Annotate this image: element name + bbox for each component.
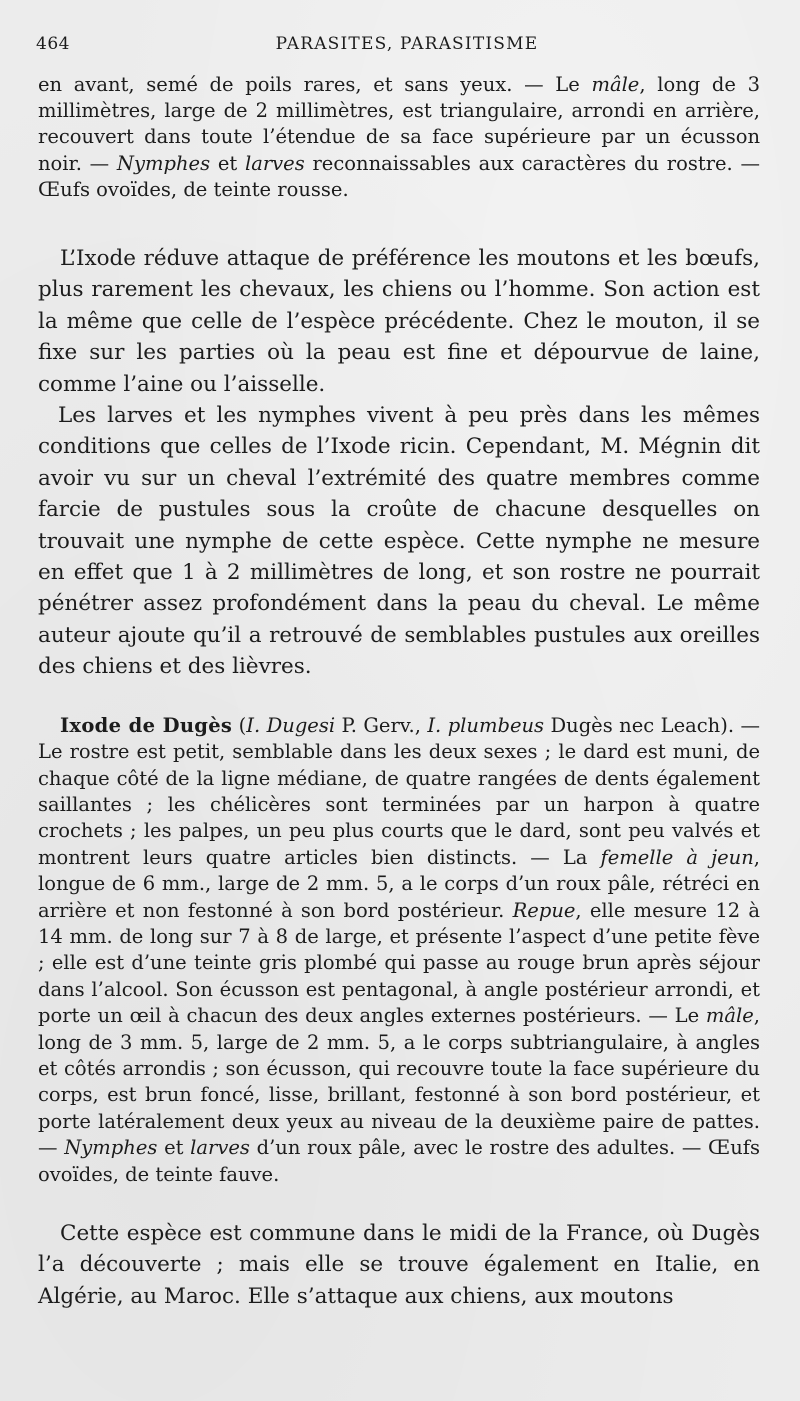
italic-term: Nymphes	[116, 151, 211, 175]
text-run: reconnaissables aux caractères du rostre. — Œufs ovoïdes, de teinte rousse.	[38, 151, 761, 201]
paragraph-larvae: Les larves et les nymphes vivent à peu près dans les mêmes conditions que celles de l’Ixode ricin. Cependant, M. Mégnin dit avoir vu sur un cheval l’extrémité des quatre membres comme farcie de pustules sous la croûte de chacune desquelles on trouvait une nymphe de cette espèce. Cette nymphe ne mesure en effet que 1 à 2 millimètres de long, et son rostre ne pourrait pénétrer assez profondément dans la peau du cheval. Le même auteur ajoute qu’il a retrouvé de semblables pustules aux oreilles des chiens et des lièvres.	[38, 403, 760, 680]
italic-term: larves	[244, 151, 305, 175]
discussion-section	[38, 243, 760, 683]
paragraph-distribution: Cette espèce est commune dans le midi de la France, où Dugès l’a découverte ; mais elle se trouve également en Italie, en Algérie, au Maroc. Elle s’attaque aux chiens, aux moutons	[38, 1221, 760, 1309]
distribution-section	[38, 1218, 760, 1312]
text-run: , longue de 6 mm., large de 2 mm. 5, a le corps d’un roux pâle, rétréci en arrière et non festonné à son bord postérieur.	[38, 845, 760, 922]
text-run: et	[157, 1136, 191, 1160]
text-run: Dugès nec Leach). — Le rostre est petit, semblable dans les deux sexes ; le dard est muni, de chaque côté de la ligne médiane, de quatre rangées de dents également saillantes ; les chélicères sont terminées par un harpon à quatre crochets ; les palpes, un peu plus courts que le dard, sont peu valvés et montrent leurs quatre articles bien distincts. — La	[38, 713, 760, 869]
italic-term: mâle	[705, 1004, 754, 1028]
page-header	[36, 34, 766, 60]
description-continuation	[38, 72, 760, 203]
species-description	[38, 713, 760, 1188]
text-run: , long de 3 millimètres, large de 2 millimètres, est triangulaire, arrondi en arrière, recouvert dans toute l’étendue de sa face supérieure par un écusson noir. —	[38, 73, 760, 175]
species-heading: Ixode de Dugès	[60, 713, 233, 737]
italic-term: I. plumbeus	[427, 713, 545, 737]
page-body	[38, 72, 760, 1312]
italic-term: I. Dugesi	[246, 713, 336, 737]
text-run: et	[210, 151, 245, 175]
italic-term: mâle	[591, 73, 640, 96]
italic-term: femelle à jeun	[600, 845, 754, 869]
text-run: (	[232, 713, 247, 737]
italic-term: Repue	[512, 898, 576, 922]
text-run: , long de 3 mm. 5, large de 2 mm. 5, a le corps subtriangulaire, à angles et côtés arrondis ; son écusson, qui recouvre toute la face supérieure du corps, est brun foncé, lisse, brillant, festonné à son bord postérieur, et porte latéralement deux yeux au niveau de la deuxième paire de pattes. —	[38, 1004, 760, 1160]
running-title: PARASITES, PARASITISME	[275, 34, 539, 54]
text-run: P. Gerv.,	[335, 713, 428, 737]
text-run: d’un roux pâle, avec le rostre des adultes. — Œufs ovoïdes, de teinte fauve.	[38, 1136, 760, 1186]
text-run: , elle mesure 12 à 14 mm. de long sur 7 à 8 de large, et présente l’aspect d’une petite fève ; elle est d’une teinte gris plombé qui passe au rouge brun après séjour dans l’alcool. Son écusson est pentagonal, à angle postérieur arrondi, et porte un œil à chacun des deux angles externes postérieurs. — Le	[38, 898, 760, 1028]
paragraph-hosts: L’Ixode réduve attaque de préférence les moutons et les bœufs, plus rarement les chevaux, les chiens ou l’homme. Son action est la même que celle de l’espèce précédente. Chez le mouton, il se fixe sur les parties où la peau est fine et dépourvue de laine, comme l’aine ou l’aisselle.	[38, 246, 760, 397]
page-number: 464	[36, 34, 70, 54]
italic-term: larves	[190, 1136, 250, 1160]
continuation-paragraph	[38, 72, 760, 203]
species-paragraph	[38, 713, 760, 1188]
italic-term: Nymphes	[64, 1136, 158, 1160]
text-run: en avant, semé de poils rares, et sans yeux. — Le	[38, 73, 592, 96]
